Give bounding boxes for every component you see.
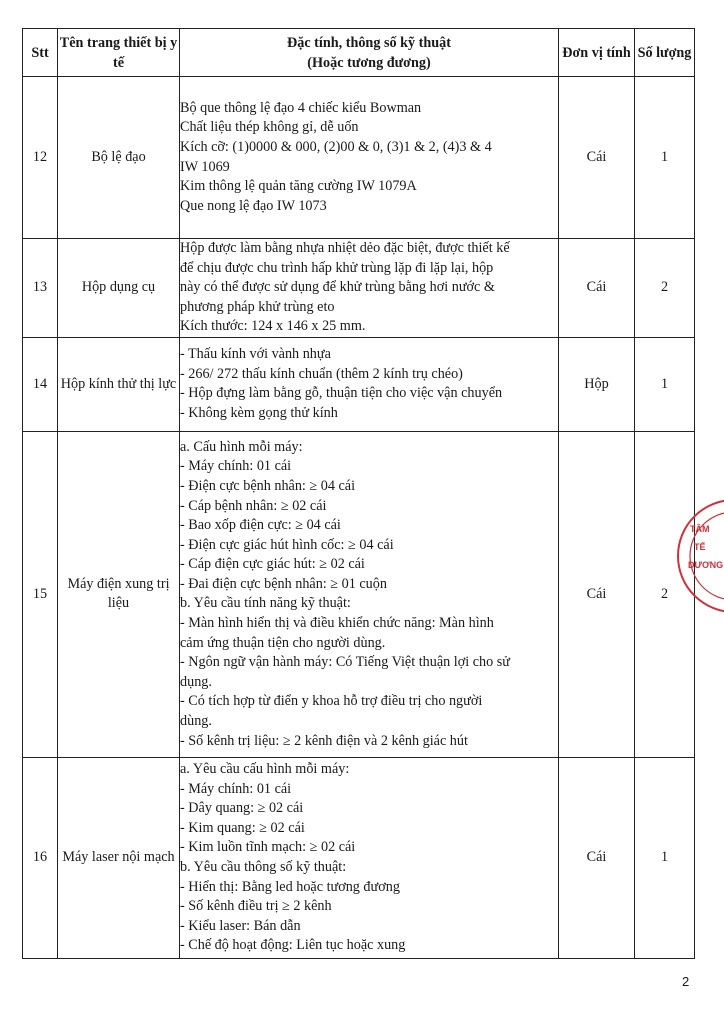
row-specifications bbox=[180, 431, 559, 757]
spec-line: - Không kèm gọng thử kính bbox=[180, 405, 338, 422]
header-specifications bbox=[180, 29, 559, 77]
spec-line: Bộ que thông lệ đạo 4 chiếc kiểu Bowman bbox=[180, 99, 422, 116]
spec-line: - Máy chính: 01 cái bbox=[180, 458, 292, 475]
spec-line: - Màn hình hiển thị và điều khiển chức năng: Màn hình bbox=[180, 615, 494, 632]
spec-line: - Số kênh trị liệu: ≥ 2 kênh điện và 2 kênh giác hút bbox=[180, 732, 468, 749]
spec-line: - Điện cực bệnh nhân: ≥ 04 cái bbox=[180, 477, 356, 494]
table-header-row bbox=[23, 29, 695, 77]
stamp-text-2: TẾ bbox=[694, 542, 706, 552]
table-row bbox=[23, 239, 695, 338]
row-stt: 12 bbox=[23, 77, 58, 239]
row-equipment-name: Hộp kính thử thị lực bbox=[58, 337, 180, 431]
spec-line: - Điện cực giác hút hình cốc: ≥ 04 cái bbox=[180, 536, 394, 553]
header-quantity: Số lượng bbox=[635, 29, 695, 77]
spec-line: phương pháp khử trùng eto bbox=[180, 298, 335, 315]
row-unit: Cái bbox=[559, 757, 635, 958]
row-unit: Cái bbox=[559, 431, 635, 757]
table-row bbox=[23, 77, 695, 239]
row-specifications bbox=[180, 757, 559, 958]
spec-line: cảm ứng thuận tiện cho người dùng. bbox=[180, 634, 386, 651]
row-quantity: 2 bbox=[635, 239, 695, 338]
cropped-top-text bbox=[200, 0, 520, 12]
red-official-stamp bbox=[672, 492, 724, 622]
spec-line: - Dây quang: ≥ 02 cái bbox=[180, 800, 304, 817]
spec-line: Chất liệu thép không gỉ, dễ uốn bbox=[180, 119, 359, 136]
spec-line: - Thấu kính với vành nhựa bbox=[180, 346, 331, 363]
row-equipment-name: Máy điện xung trị liệu bbox=[58, 431, 180, 757]
spec-line: a. Yêu cầu cấu hình mỗi máy: bbox=[180, 761, 350, 777]
spec-line: - Có tích hợp từ điển y khoa hỗ trợ điều trị cho người bbox=[180, 693, 483, 710]
spec-line: - Chế độ hoạt động: Liên tục hoặc xung bbox=[180, 937, 406, 954]
spec-line: - Cáp điện cực giác hút: ≥ 02 cái bbox=[180, 556, 365, 573]
spec-line: - Bao xốp điện cực: ≥ 04 cái bbox=[180, 517, 341, 534]
row-unit: Hộp bbox=[559, 337, 635, 431]
spec-line: - Hộp đựng làm bằng gỗ, thuận tiện cho việc vận chuyển bbox=[180, 385, 503, 402]
spec-line: Hộp được làm bằng nhựa nhiệt dẻo đặc biệt, được thiết kế bbox=[180, 240, 510, 256]
table-row bbox=[23, 337, 695, 431]
spec-line: này có thể được sử dụng để khử trùng bằng hơi nước & bbox=[180, 279, 495, 296]
row-quantity: 1 bbox=[635, 77, 695, 239]
spec-line: b. Yêu cầu thông số kỹ thuật: bbox=[180, 858, 347, 875]
spec-line: - Cáp bệnh nhân: ≥ 02 cái bbox=[180, 497, 327, 514]
row-equipment-name: Hộp dụng cụ bbox=[58, 239, 180, 338]
spec-line: Kích thước: 124 x 146 x 25 mm. bbox=[180, 318, 366, 335]
row-stt: 13 bbox=[23, 239, 58, 338]
row-stt: 15 bbox=[23, 431, 58, 757]
row-quantity: 1 bbox=[635, 337, 695, 431]
row-stt: 14 bbox=[23, 337, 58, 431]
stamp-text-1: TÂM bbox=[690, 524, 710, 534]
spec-line: - Đai điện cực bệnh nhân: ≥ 01 cuộn bbox=[180, 575, 387, 592]
spec-line: IW 1069 bbox=[180, 158, 230, 175]
row-specifications bbox=[180, 239, 559, 338]
header-unit: Đơn vị tính bbox=[559, 29, 635, 77]
spec-line: - 266/ 272 thấu kính chuẩn (thêm 2 kính trụ chéo) bbox=[180, 365, 463, 382]
row-unit: Cái bbox=[559, 239, 635, 338]
spec-line: - Kiểu laser: Bán dẫn bbox=[180, 917, 301, 934]
spec-line: - Kim quang: ≥ 02 cái bbox=[180, 819, 305, 836]
spec-line: a. Cấu hình mỗi máy: bbox=[180, 438, 303, 455]
equipment-table bbox=[22, 28, 695, 959]
spec-line: dùng. bbox=[180, 713, 212, 730]
header-specs-note: (Hoặc tương đương) bbox=[307, 54, 431, 71]
spec-line: Kích cỡ: (1)0000 & 000, (2)00 & 0, (3)1 & 2, (4)3 & 4 bbox=[180, 138, 492, 155]
table-row bbox=[23, 757, 695, 958]
header-equipment-name: Tên trang thiết bị y tế bbox=[58, 29, 180, 77]
spec-line: Que nong lệ đạo IW 1073 bbox=[180, 197, 327, 214]
row-specifications bbox=[180, 337, 559, 431]
page-number: 2 bbox=[682, 974, 690, 989]
spec-line: Kim thông lệ quản tăng cường IW 1079A bbox=[180, 178, 417, 195]
spec-line: để chịu được chu trình hấp khử trùng lặp đi lặp lại, hộp bbox=[180, 259, 494, 276]
row-specifications bbox=[180, 77, 559, 239]
spec-line: - Số kênh điều trị ≥ 2 kênh bbox=[180, 898, 332, 915]
spec-line: dụng. bbox=[180, 673, 212, 690]
spec-line: - Ngôn ngữ vận hành máy: Có Tiếng Việt thuận lợi cho sử bbox=[180, 654, 510, 671]
spec-line: - Máy chính: 01 cái bbox=[180, 780, 292, 797]
row-stt: 16 bbox=[23, 757, 58, 958]
stamp-text-3: DƯƠNG bbox=[688, 560, 724, 570]
spec-line: - Hiển thị: Bằng led hoặc tương đương bbox=[180, 878, 400, 895]
spec-line: - Kim luồn tĩnh mạch: ≥ 02 cái bbox=[180, 839, 356, 856]
row-equipment-name: Bộ lệ đạo bbox=[58, 77, 180, 239]
table-row bbox=[23, 431, 695, 757]
header-specs-title: Đặc tính, thông số kỹ thuật bbox=[287, 34, 451, 51]
row-unit: Cái bbox=[559, 77, 635, 239]
row-quantity: 1 bbox=[635, 757, 695, 958]
spec-line: b. Yêu cầu tính năng kỹ thuật: bbox=[180, 595, 351, 612]
header-stt: Stt bbox=[23, 29, 58, 77]
row-equipment-name: Máy laser nội mạch bbox=[58, 757, 180, 958]
row-quantity: 2 bbox=[635, 431, 695, 757]
